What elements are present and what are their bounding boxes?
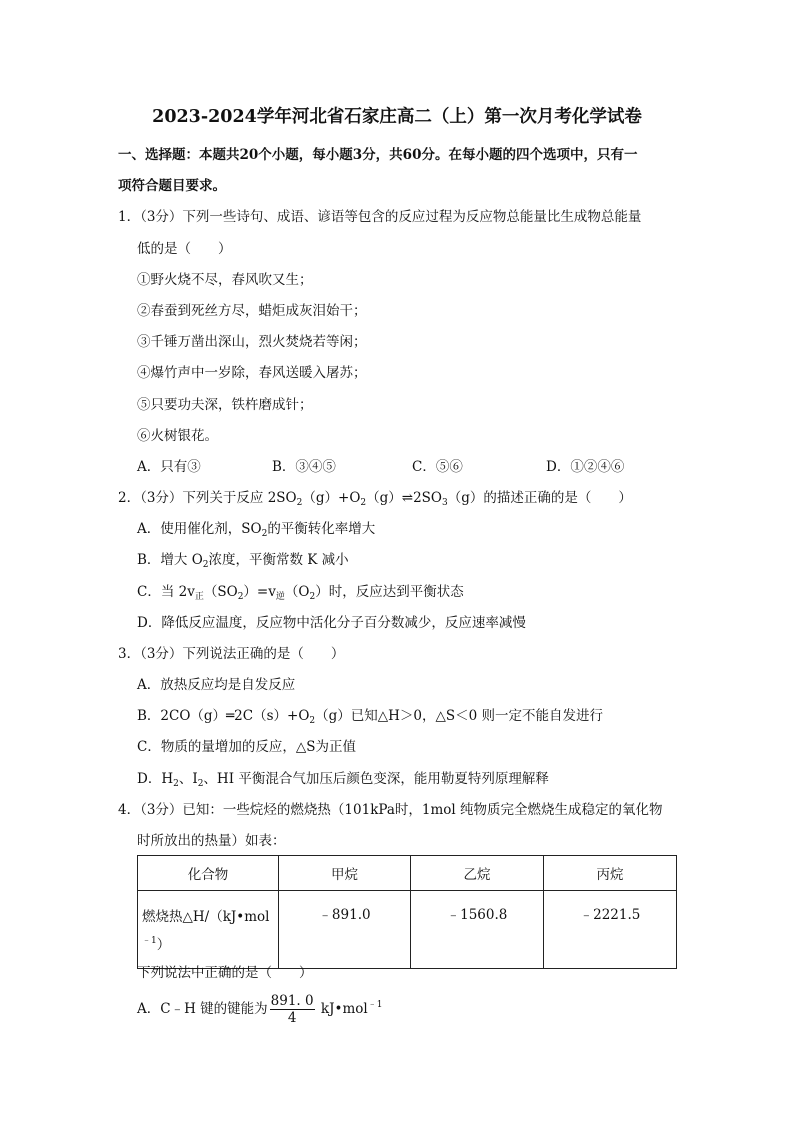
fraction: $\frac{891. 0}{4}$ (270, 993, 314, 1026)
q1-option-b: B．③④⑤ (272, 459, 336, 475)
table-header-cell: 甲烷 (279, 856, 411, 891)
q2-stem: 2．（3分）下列关于反应 $2SO_2(g)+O_2(g)\rightleftharpoons 2SO_3(g)$的描述正确的是（ ） (118, 490, 632, 508)
q1-item-2: ②春蚕到死丝方尽，蜡炬成灰泪始干； (137, 303, 367, 319)
table-header-cell: 乙烷 (411, 856, 544, 891)
q1-item-6: ⑥火树银花。 (137, 428, 218, 444)
q1-option-c: C．⑤⑥ (412, 459, 463, 475)
q3-option-a: A．放热反应均是自发反应 (137, 677, 296, 693)
table-row-label: 燃烧热△H/（kJ•mol$^{﹣1}$） (138, 891, 279, 969)
q1-stem-line1: 1．（3分）下列一些诗句、成语、谚语等包含的反应过程为反应物总能量比生成物总能量 (118, 209, 642, 225)
table-header-row (138, 856, 677, 891)
q3-option-b: B．$2CO(g)═2C(s)+O_2(g)$已知△H＞0，△S＜0 则一定不能自发进行 (137, 708, 604, 726)
q2-option-d: D．降低反应温度，反应物中活化分子百分数减少，反应速率减慢 (137, 615, 526, 631)
section-instructions-line2: 项符合题目要求。 (118, 178, 226, 194)
q1-stem-line2: 低的是（ ） (137, 241, 232, 257)
q1-item-1: ①野火烧不尽，春风吹又生； (137, 272, 313, 288)
q1-item-3: ③千锤万凿出深山，烈火焚烧若等闲； (137, 334, 367, 350)
section-instructions-line1: 一、选择题：本题共20个小题，每小题3分，共60分。在每小题的四个选项中，只有一 (118, 147, 638, 163)
q4-stem-line2: 时所放出的热量）如表： (137, 833, 286, 849)
q2-option-b: B．增大 $O_2$浓度，平衡常数 K 减小 (137, 552, 349, 570)
q1-option-a: A．只有③ (137, 459, 201, 475)
table-cell: ﹣891.0 (279, 891, 411, 969)
q2-option-c: C．当 $2v_正(SO_2)=v_逆(O_2)$时，反应达到平衡状态 (137, 584, 464, 602)
q3-stem: 3．（3分）下列说法正确的是（ ） (118, 646, 345, 662)
q4-question: 下列说法中正确的是（ ） (137, 965, 313, 981)
table-cell: ﹣1560.8 (411, 891, 544, 969)
table-cell: ﹣2221.5 (544, 891, 677, 969)
q4-stem-line1: 4．（3分）已知：一些烷烃的燃烧热（101kPa时，1mol 纯物质完全燃烧生成稳定的氧化物 (118, 802, 663, 818)
table-header-cell: 丙烷 (544, 856, 677, 891)
q3-option-c: C．物质的量增加的反应，△S为正值 (137, 739, 356, 755)
q1-option-d: D．①②④⑥ (546, 459, 625, 475)
q1-item-4: ④爆竹声中一岁除，春风送暖入屠苏； (137, 365, 367, 381)
combustion-heat-table (137, 855, 677, 969)
q4-option-a: A．C﹣H 键的键能为 $\frac{891. 0}{4}$ kJ•mol$^{﹣1}$ (137, 993, 383, 1026)
q2-option-a: A．使用催化剂，$SO_2$的平衡转化率增大 (137, 521, 376, 539)
page-title: 2023-2024学年河北省石家庄高二（上）第一次月考化学试卷 (152, 107, 642, 127)
q1-item-5: ⑤只要功夫深，铁杵磨成针； (137, 397, 313, 413)
table-row (138, 891, 677, 969)
table-header-cell: 化合物 (138, 856, 279, 891)
q3-option-d: D．$H_2$、$I_2$、HI 平衡混合气加压后颜色变深，能用勒夏特列原理解释 (137, 771, 549, 789)
